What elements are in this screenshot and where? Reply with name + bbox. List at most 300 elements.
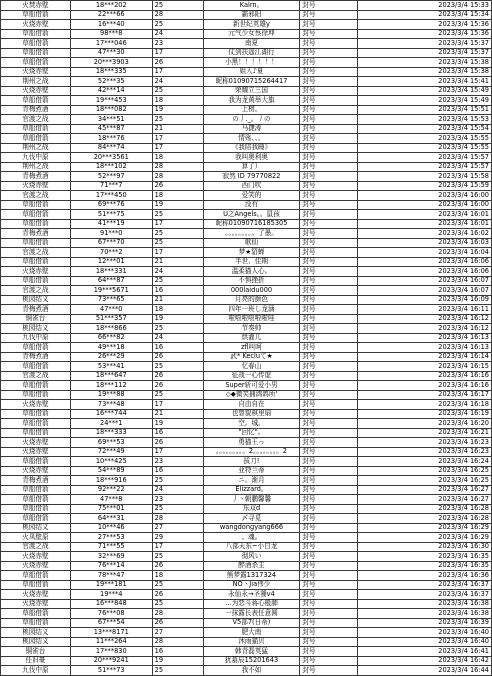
level-cell: 23 (152, 39, 203, 49)
timestamp-cell: 2023/3/4 16:23 (358, 447, 492, 457)
account-id-cell: 45***87 (70, 124, 152, 134)
nickname-cell: 忆春山 (203, 362, 300, 372)
table-row (1, 86, 492, 96)
server-cell: 火烧赤壁 (1, 599, 71, 609)
action-cell: 封号 (300, 67, 358, 77)
server-cell: 草船借箭 (1, 257, 71, 267)
level-cell: 25 (152, 210, 203, 220)
server-cell: 草船借箭 (1, 29, 71, 39)
timestamp-cell: 2023/3/4 16:13 (358, 343, 492, 353)
nickname-cell: 我为龙黄举大旗 (203, 96, 300, 106)
timestamp-cell: 2023/3/4 16:12 (358, 324, 492, 334)
level-cell: 16 (152, 286, 203, 296)
action-cell: 封号 (300, 495, 358, 505)
timestamp-cell: 2023/3/4 16:04 (358, 248, 492, 258)
level-cell: 24 (152, 267, 203, 277)
table-row (1, 305, 492, 315)
timestamp-cell: 2023/3/4 16:36 (358, 571, 492, 581)
server-cell: 任旧豪 (1, 656, 71, 666)
level-cell: 24 (152, 333, 203, 343)
action-cell: 封号 (300, 314, 358, 324)
timestamp-cell: 2023/3/4 16:11 (358, 305, 492, 315)
action-cell: 封号 (300, 77, 358, 87)
server-cell: 草船借箭 (1, 485, 71, 495)
level-cell: 16 (152, 647, 203, 657)
nickname-cell: 仗剑扶遥江湖行 (203, 48, 300, 58)
action-cell: 封号 (300, 229, 358, 239)
server-cell: 草船借箭 (1, 10, 71, 20)
timestamp-cell: 2023/3/4 15:36 (358, 20, 492, 30)
account-id-cell: 18***102 (70, 162, 152, 172)
timestamp-cell: 2023/3/4 16:37 (358, 580, 492, 590)
level-cell: 28 (152, 162, 203, 172)
server-cell: 铜雀台 (1, 314, 71, 324)
account-id-cell: 41***19 (70, 219, 152, 229)
account-id-cell: 52***97 (70, 172, 152, 182)
action-cell: 封号 (300, 599, 358, 609)
level-cell: 25 (152, 1, 203, 11)
level-cell: 26 (152, 181, 203, 191)
level-cell: 18 (152, 571, 203, 581)
nickname-cell: 啦啦啦啦啦啦哇 (203, 314, 300, 324)
account-id-cell: 18***082 (70, 105, 152, 115)
nickname-cell: 。。。。。。。。。2。。。。。。。。2 (203, 447, 300, 457)
action-cell: 封号 (300, 257, 358, 267)
server-cell: 青梅煮酒 (1, 229, 71, 239)
account-id-cell: 22***66 (70, 10, 152, 20)
timestamp-cell: 2023/3/4 16:15 (358, 362, 492, 372)
level-cell: 27 (152, 523, 203, 533)
server-cell: 官渡之战 (1, 371, 71, 381)
server-cell: 官渡之战 (1, 191, 71, 201)
server-cell: 桃园结义 (1, 324, 71, 334)
level-cell: 21 (152, 257, 203, 267)
table-row (1, 115, 492, 125)
action-cell: 封号 (300, 447, 358, 457)
timestamp-cell: 2023/3/4 16:17 (358, 390, 492, 400)
account-id-cell: 47***0 (70, 305, 152, 315)
server-cell: 草船借箭 (1, 457, 71, 467)
nickname-cell: 梦★貂蝉 (203, 248, 300, 258)
nickname-cell: Elizzard。 (203, 485, 300, 495)
nickname-cell: 亚特兰蒂 (203, 466, 300, 476)
server-cell: 草船借箭 (1, 219, 71, 229)
level-cell: 21 (152, 124, 203, 134)
server-cell: 火烧赤壁 (1, 552, 71, 562)
timestamp-cell: 2023/3/4 15:58 (358, 172, 492, 182)
account-id-cell: 32***69 (70, 552, 152, 562)
level-cell: 25 (152, 390, 203, 400)
table-row (1, 143, 492, 153)
action-cell: 封号 (300, 324, 358, 334)
account-id-cell: 18***866 (70, 324, 152, 334)
timestamp-cell: 2023/3/4 15:49 (358, 86, 492, 96)
table-row (1, 495, 492, 505)
action-cell: 封号 (300, 590, 358, 600)
action-cell: 封号 (300, 381, 358, 391)
account-id-cell: 18***112 (70, 381, 152, 391)
account-id-cell: 98***8 (70, 29, 152, 39)
action-cell: 封号 (300, 628, 358, 638)
timestamp-cell: 2023/3/4 16:01 (358, 210, 492, 220)
server-cell: 青梅煮酒 (1, 305, 71, 315)
table-row (1, 523, 492, 533)
server-cell: 火烧赤壁 (1, 267, 71, 277)
table-row (1, 181, 492, 191)
timestamp-cell: 2023/3/4 15:38 (358, 67, 492, 77)
action-cell: 封号 (300, 124, 358, 134)
nickname-cell: 东双d (203, 504, 300, 514)
table-row (1, 647, 492, 657)
server-cell: 草船借箭 (1, 238, 71, 248)
action-cell: 封号 (300, 343, 358, 353)
action-cell: 封号 (300, 305, 358, 315)
level-cell: 17 (152, 447, 203, 457)
account-id-cell: 18***331 (70, 267, 152, 277)
timestamp-cell: 2023/3/4 16:27 (358, 495, 492, 505)
server-cell: 桃园结义 (1, 628, 71, 638)
table-row (1, 552, 492, 562)
account-id-cell: 64***31 (70, 514, 152, 524)
action-cell: 封号 (300, 191, 358, 201)
action-cell: 封号 (300, 571, 358, 581)
nickname-cell: NO丶Jia伟少 (203, 580, 300, 590)
account-id-cell: 49***18 (70, 343, 152, 353)
account-id-cell: 84***74 (70, 143, 152, 153)
level-cell: 17 (152, 400, 203, 410)
account-id-cell: 66***82 (70, 333, 152, 343)
level-cell: 21 (152, 409, 203, 419)
account-id-cell: 17***830 (70, 647, 152, 657)
action-cell: 封号 (300, 58, 358, 68)
table-row (1, 105, 492, 115)
nickname-cell: 月亮的颜色 (203, 295, 300, 305)
server-cell: 青梅煮酒 (1, 105, 71, 115)
timestamp-cell: 2023/3/4 16:24 (358, 457, 492, 467)
level-cell: 25 (152, 238, 203, 248)
action-cell: 封号 (300, 210, 358, 220)
timestamp-cell: 2023/3/4 15:41 (358, 77, 492, 87)
table-row (1, 637, 492, 647)
action-cell: 封号 (300, 162, 358, 172)
server-cell: 青梅煮酒 (1, 352, 71, 362)
server-cell: 草船借箭 (1, 276, 71, 286)
action-cell: 封号 (300, 134, 358, 144)
table-row (1, 400, 492, 410)
level-cell: 28 (152, 10, 203, 20)
timestamp-cell: 2023/3/4 16:40 (358, 628, 492, 638)
level-cell: 23 (152, 495, 203, 505)
timestamp-cell: 2023/3/4 16:35 (358, 552, 492, 562)
table-row (1, 504, 492, 514)
account-id-cell: 19***5671 (70, 286, 152, 296)
level-cell: 25 (152, 362, 203, 372)
nickname-cell: 霸邪阳 (203, 10, 300, 20)
level-cell: 28 (152, 172, 203, 182)
server-cell: 火凤壁原 (1, 533, 71, 543)
timestamp-cell: 2023/3/4 15:34 (358, 10, 492, 20)
level-cell: 25 (152, 580, 203, 590)
nickname-cell: 温柔猫人心。 (203, 267, 300, 277)
action-cell: 封号 (300, 1, 358, 11)
server-cell: 草船借箭 (1, 609, 71, 619)
account-id-cell: 72***49 (70, 447, 152, 457)
action-cell: 封号 (300, 362, 358, 372)
account-id-cell: 18***333 (70, 428, 152, 438)
timestamp-cell: 2023/3/4 16:12 (358, 314, 492, 324)
table-row (1, 1, 492, 11)
nickname-cell: 一抹露长表任意圆 (203, 609, 300, 619)
level-cell: 17 (152, 134, 203, 144)
nickname-cell: 我叫奥利奥 (203, 153, 300, 163)
account-id-cell: 19***453 (70, 96, 152, 106)
table-row (1, 248, 492, 258)
server-cell: 草船借箭 (1, 39, 71, 49)
action-cell: 封号 (300, 39, 358, 49)
table-row (1, 58, 492, 68)
nickname-cell: 南夏 (203, 39, 300, 49)
timestamp-cell: 2023/3/4 15:37 (358, 48, 492, 58)
action-cell: 封号 (300, 276, 358, 286)
table-row (1, 257, 492, 267)
timestamp-cell: 2023/3/4 15:55 (358, 143, 492, 153)
server-cell: 火烧赤壁 (1, 438, 71, 448)
account-id-cell: 20***3561 (70, 153, 152, 163)
action-cell: 封号 (300, 561, 358, 571)
server-cell: 铜雀台 (1, 647, 71, 657)
account-id-cell: 10***46 (70, 523, 152, 533)
level-cell: 26 (152, 590, 203, 600)
action-cell: 封号 (300, 295, 358, 305)
timestamp-cell: 2023/3/4 16:19 (358, 409, 492, 419)
server-cell: 草船借箭 (1, 409, 71, 419)
account-id-cell: 67***54 (70, 618, 152, 628)
table-row (1, 162, 492, 172)
timestamp-cell: 2023/3/4 16:09 (358, 295, 492, 305)
nickname-cell: 新世纪英雄y (203, 20, 300, 30)
nickname-cell: 熊梦露1317324 (203, 571, 300, 581)
account-id-cell: 19***88 (70, 390, 152, 400)
nickname-cell: 算了） (203, 162, 300, 172)
action-cell: 封号 (300, 533, 358, 543)
level-cell: 28 (152, 514, 203, 524)
action-cell: 封号 (300, 428, 358, 438)
timestamp-cell: 2023/3/4 15:49 (358, 96, 492, 106)
account-id-cell: 73***65 (70, 295, 152, 305)
account-id-cell: 75***01 (70, 504, 152, 514)
server-cell: 草船借箭 (1, 419, 71, 429)
table-row (1, 48, 492, 58)
level-cell: 17 (152, 67, 203, 77)
nickname-cell: 〆寻觅 (203, 514, 300, 524)
server-cell: 官渡之战 (1, 542, 71, 552)
action-cell: 封号 (300, 457, 358, 467)
level-cell: 25 (152, 229, 203, 239)
nickname-cell: 武* Kecluて★ (203, 352, 300, 362)
table-row (1, 580, 492, 590)
timestamp-cell: 2023/3/4 16:13 (358, 333, 492, 343)
timestamp-cell: 2023/3/4 16:07 (358, 276, 492, 286)
table-row (1, 352, 492, 362)
server-cell: 青梅煮酒 (1, 476, 71, 486)
table-row (1, 10, 492, 20)
account-id-cell: 69***76 (70, 200, 152, 210)
level-cell: 25 (152, 20, 203, 30)
nickname-cell: 沐雨猫贝 (203, 637, 300, 647)
account-id-cell: 26***29 (70, 352, 152, 362)
account-id-cell: 70***2 (70, 248, 152, 258)
action-cell: 封号 (300, 542, 358, 552)
action-cell: 封号 (300, 371, 358, 381)
timestamp-cell: 2023/3/4 15:54 (358, 124, 492, 134)
action-cell: 封号 (300, 20, 358, 30)
account-id-cell: 18***916 (70, 476, 152, 486)
nickname-cell: 荣耀立三国 (203, 86, 300, 96)
action-cell: 封号 (300, 552, 358, 562)
nickname-cell: zfl叫呵 (203, 343, 300, 353)
timestamp-cell: 2023/3/4 16:38 (358, 609, 492, 619)
timestamp-cell: 2023/3/4 16:28 (358, 514, 492, 524)
action-cell: 封号 (300, 656, 358, 666)
action-cell: 封号 (300, 618, 358, 628)
server-cell: 草船借箭 (1, 514, 71, 524)
action-cell: 封号 (300, 172, 358, 182)
table-row (1, 542, 492, 552)
timestamp-cell: 2023/3/4 16:18 (358, 400, 492, 410)
table-row (1, 457, 492, 467)
timestamp-cell: 2023/3/4 16:00 (358, 200, 492, 210)
account-id-cell: 18***647 (70, 371, 152, 381)
table-row (1, 609, 492, 619)
action-cell: 封号 (300, 29, 358, 39)
nickname-cell: 节奏帅 (203, 324, 300, 334)
level-cell: 25 (152, 86, 203, 96)
nickname-cell: U之Angels。。鼠孩 (203, 210, 300, 220)
account-id-cell: 92***22 (70, 485, 152, 495)
nickname-cell: 勇猫王っ (203, 438, 300, 448)
server-cell: 桃园结义 (1, 637, 71, 647)
timestamp-cell: 2023/3/4 16:00 (358, 191, 492, 201)
table-row (1, 96, 492, 106)
table-row (1, 571, 492, 581)
level-cell: 17 (152, 48, 203, 58)
nickname-cell: 永仙永→圣饕v4 (203, 590, 300, 600)
action-cell: 封号 (300, 219, 358, 229)
action-cell: 封号 (300, 400, 358, 410)
table-row (1, 276, 492, 286)
level-cell: 25 (152, 666, 203, 676)
account-id-cell: 54***89 (70, 466, 152, 476)
timestamp-cell: 2023/3/4 16:16 (358, 371, 492, 381)
action-cell: 封号 (300, 409, 358, 419)
action-cell: 封号 (300, 504, 358, 514)
server-cell: 草船借箭 (1, 343, 71, 353)
nickname-cell: 。魂。 (203, 533, 300, 543)
account-id-cell: 76***14 (70, 561, 152, 571)
table-row (1, 39, 492, 49)
table-row (1, 438, 492, 448)
action-cell: 封号 (300, 181, 358, 191)
level-cell: 18 (152, 305, 203, 315)
server-cell: 火烧赤壁 (1, 67, 71, 77)
level-cell: 24 (152, 77, 203, 87)
account-id-cell: 71***55 (70, 542, 152, 552)
timestamp-cell: 2023/3/4 15:38 (358, 58, 492, 68)
account-id-cell: 17***450 (70, 191, 152, 201)
nickname-cell: 自由自在 (203, 400, 300, 410)
level-cell: 25 (152, 599, 203, 609)
table-row (1, 219, 492, 229)
timestamp-cell: 2023/3/4 15:51 (358, 105, 492, 115)
account-id-cell: 51***73 (70, 666, 152, 676)
action-cell: 封号 (300, 523, 358, 533)
account-id-cell: 51***357 (70, 314, 152, 324)
nickname-cell: 醉酒杀主 (203, 561, 300, 571)
nickname-cell: 情殇、、。 (203, 134, 300, 144)
server-cell: 九伐中原 (1, 333, 71, 343)
server-cell: 火焚赤壁 (1, 1, 71, 11)
action-cell: 封号 (300, 514, 358, 524)
nickname-cell: ◇◆微笑捕鸽鸽所' (203, 390, 300, 400)
timestamp-cell: 2023/3/4 16:44 (358, 666, 492, 676)
action-cell: 封号 (300, 96, 358, 106)
server-cell: 荆州之战 (1, 77, 71, 87)
action-cell: 封号 (300, 666, 358, 676)
account-id-cell: 16***744 (70, 409, 152, 419)
server-cell: 官渡之战 (1, 286, 71, 296)
server-cell: 青梅煮酒 (1, 172, 71, 182)
timestamp-cell: 2023/3/4 15:36 (358, 29, 492, 39)
level-cell: 25 (152, 504, 203, 514)
nickname-cell: 《我陪我睡》 (203, 143, 300, 153)
level-cell: 19 (152, 105, 203, 115)
account-id-cell: 67***70 (70, 238, 152, 248)
account-id-cell: 24***1 (70, 419, 152, 429)
timestamp-cell: 2023/3/4 16:25 (358, 466, 492, 476)
account-id-cell: 20***3903 (70, 58, 152, 68)
nickname-cell: 上榜。 (203, 105, 300, 115)
level-cell: 26 (152, 618, 203, 628)
level-cell: 26 (152, 381, 203, 391)
level-cell: 26 (152, 371, 203, 381)
level-cell: 25 (152, 324, 203, 334)
account-id-cell: 16***848 (70, 599, 152, 609)
table-row (1, 419, 492, 429)
server-cell: 草船借箭 (1, 124, 71, 134)
timestamp-cell: 2023/3/4 16:25 (358, 476, 492, 486)
table-row (1, 267, 492, 277)
server-cell: 草船借箭 (1, 58, 71, 68)
level-cell: 23 (152, 457, 203, 467)
nickname-cell: 我不如 (203, 666, 300, 676)
level-cell: 17 (152, 143, 203, 153)
nickname-cell: Super斩可爱小男 (203, 381, 300, 391)
action-cell: 封号 (300, 647, 358, 657)
table-row (1, 286, 492, 296)
timestamp-cell: 2023/3/4 16:06 (358, 267, 492, 277)
timestamp-cell: 2023/3/4 16:21 (358, 428, 492, 438)
timestamp-cell: 2023/3/4 16:01 (358, 219, 492, 229)
nickname-cell: 姐入♪夏 (203, 67, 300, 77)
server-cell: 草船借箭 (1, 96, 71, 106)
table-row (1, 324, 492, 334)
nickname-cell: 昵称01090716185305 (203, 219, 300, 229)
timestamp-cell: 2023/3/4 16:27 (358, 485, 492, 495)
nickname-cell: 西门吹 (203, 181, 300, 191)
nickname-cell: 八部天东~小白龙 (203, 542, 300, 552)
nickname-cell: 犹墓辰15201643 (203, 656, 300, 666)
account-id-cell: 64***87 (70, 276, 152, 286)
